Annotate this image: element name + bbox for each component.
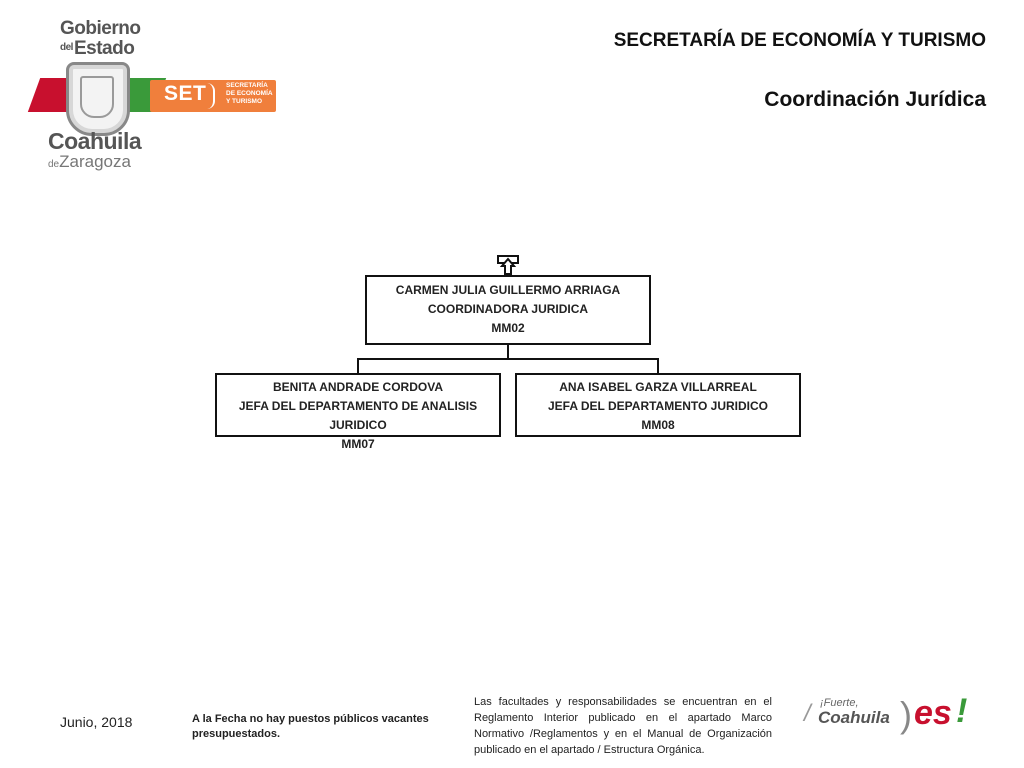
set-acronym: SET (164, 82, 207, 105)
footer-vacancies-note: A la Fecha no hay puestos públicos vacantes presupuestados. (192, 713, 429, 740)
logo-zaragoza-word: Zaragoza (59, 152, 131, 171)
footer-legal-note: Las facultades y responsabilidades se encuentran en el Reglamento Interior publicado en el apartado Marco Normativo /Reglamentos y en el Manual de Organización publicado en el apartado / Estructura Orgánica. (474, 696, 772, 756)
org-node-analisis-juridico (215, 373, 501, 451)
connector-right-drop (657, 358, 659, 373)
set-sub-line2: DE ECONOMÍA (226, 90, 273, 97)
node-code: MM08 (641, 418, 675, 432)
node-name: CARMEN JULIA GUILLERMO ARRIAGA (395, 283, 621, 297)
slogan-exclamation: ! (956, 692, 968, 730)
logo-del-text: del (60, 42, 73, 53)
logo-estado-text (60, 38, 134, 60)
slogan-es: es (914, 694, 952, 732)
slogan-coahuila: Coahuila (818, 708, 890, 727)
node-name: BENITA ANDRADE CORDOVA (273, 380, 443, 394)
logo-coahuila-text: Coahuila (48, 128, 142, 154)
set-sub-line1: SECRETARÍA (226, 82, 268, 89)
connector-horizontal (357, 358, 659, 360)
logo-zaragoza-text (48, 152, 131, 172)
node-name: ANA ISABEL GARZA VILLARREAL (559, 380, 757, 394)
set-sub-line3: Y TURISMO (226, 98, 262, 105)
connector-left-drop (357, 358, 359, 373)
slogan-paren-icon: ) (900, 694, 912, 735)
gobierno-coahuila-logo (30, 18, 280, 178)
seal-shield-icon (80, 76, 114, 118)
page-title: SECRETARÍA DE ECONOMÍA Y TURISMO (613, 30, 986, 51)
node-position: JEFA DEL DEPARTAMENTO DE ANALISIS JURIDICO (238, 399, 478, 432)
set-separator-icon (207, 83, 215, 109)
page-subtitle: Coordinación Jurídica (764, 88, 986, 111)
node-position: JEFA DEL DEPARTAMENTO JURIDICO (547, 399, 769, 413)
node-position: COORDINADORA JURIDICA (427, 302, 589, 316)
slogan-fuerte: ¡Fuerte, (820, 697, 859, 709)
logo-estado-word: Estado (73, 38, 135, 59)
top-arrow-icon (497, 255, 519, 275)
logo-de-text: de (48, 159, 60, 170)
footer-date: Junio, 2018 (60, 714, 133, 730)
connector-vertical-top (507, 345, 509, 359)
set-subtitle (226, 82, 276, 106)
org-node-departamento-juridico (515, 373, 801, 437)
org-node-coordinadora (365, 275, 651, 345)
logo-gobierno-text: Gobierno (60, 18, 141, 39)
node-code: MM07 (341, 437, 375, 451)
slogan-slash-icon: / (804, 700, 811, 727)
node-code: MM02 (491, 321, 525, 335)
